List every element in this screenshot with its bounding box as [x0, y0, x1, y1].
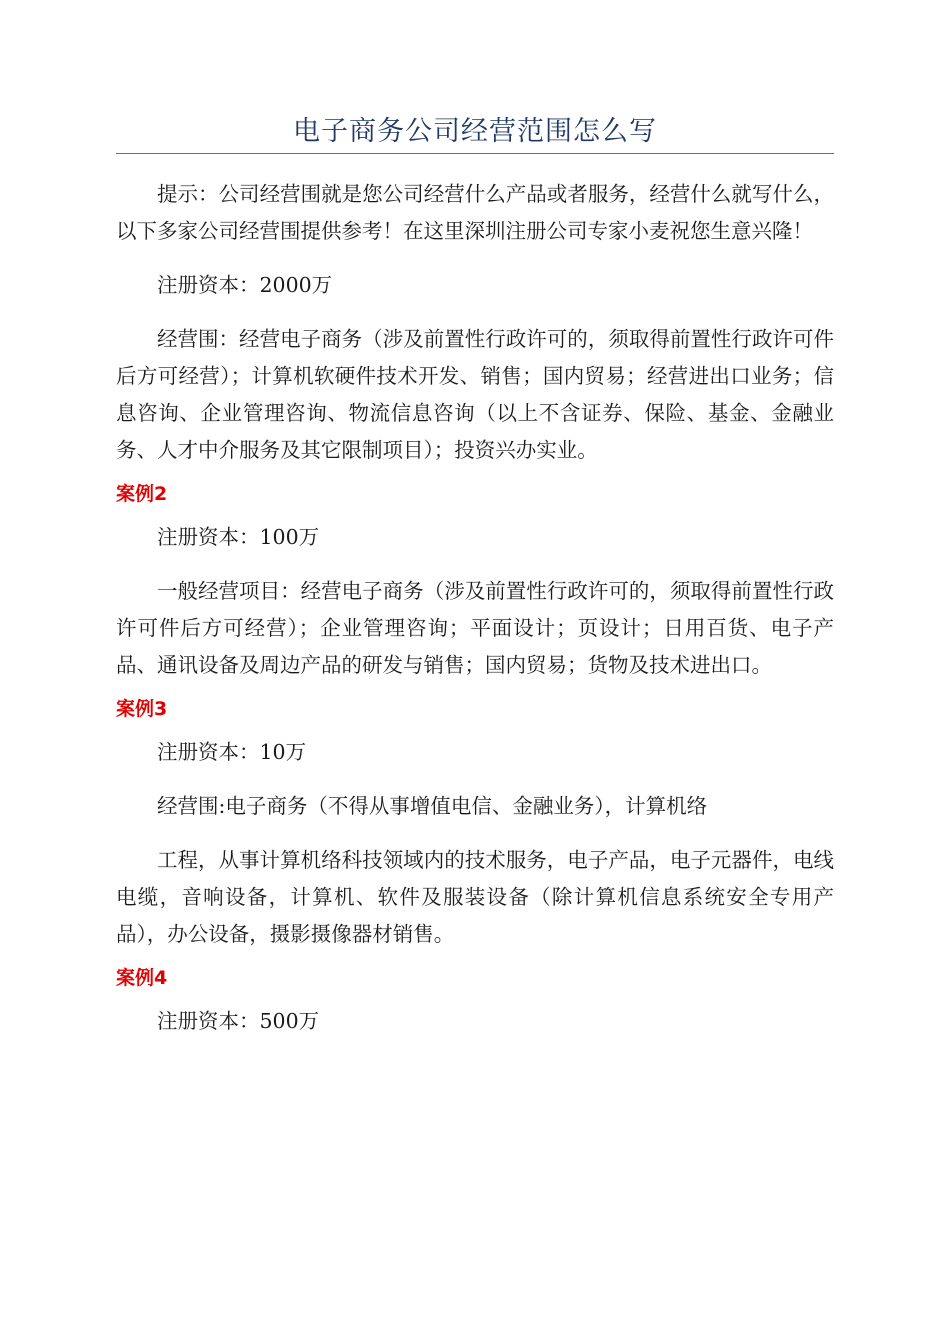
case3-scope-line1: 经营围:电子商务（不得从事增值电信、金融业务），计算机络	[157, 794, 708, 818]
case3-capital: 注册资本：10万	[157, 740, 307, 764]
document-page	[116, 112, 834, 1040]
intro-paragraph: 提示：公司经营围就是您公司经营什么产品或者服务，经营什么就写什么，以下多家公司经营围提供参考！在这里深圳注册公司专家小麦祝您生意兴隆！	[116, 182, 834, 243]
case2-scope: 一般经营项目：经营电子商务（涉及前置性行政许可的，须取得前置性行政许可件后方可经营）；企业管理咨询；平面设计；页设计；日用百货、电子产品、通讯设备及周边产品的研发与销售；国内贸易；货物及技术进出口。	[116, 579, 834, 677]
document-title: 电子商务公司经营范围怎么写	[293, 116, 657, 147]
case1-scope: 经营围：经营电子商务（涉及前置性行政许可的，须取得前置性行政许可件后方可经营）；计算机软硬件技术开发、销售；国内贸易；经营进出口业务；信息咨询、企业管理咨询、物流信息咨询（以上不含证券、保险、基金、金融业务、人才中介服务及其它限制项目）；投资兴办实业。	[116, 327, 834, 462]
case4-heading: 案例4	[116, 967, 168, 989]
case2-heading: 案例2	[116, 483, 168, 505]
case3-scope-line2: 工程，从事计算机络科技领域内的技术服务，电子产品，电子元器件，电线电缆，音响设备，计算机、软件及服装设备（除计算机信息系统安全专用产品），办公设备，摄影摄像器材销售。	[116, 848, 834, 946]
case1-capital: 注册资本：2000万	[157, 273, 333, 297]
case3-heading: 案例3	[116, 698, 168, 720]
case4-capital: 注册资本：500万	[157, 1009, 320, 1033]
case2-capital: 注册资本：100万	[157, 525, 320, 549]
